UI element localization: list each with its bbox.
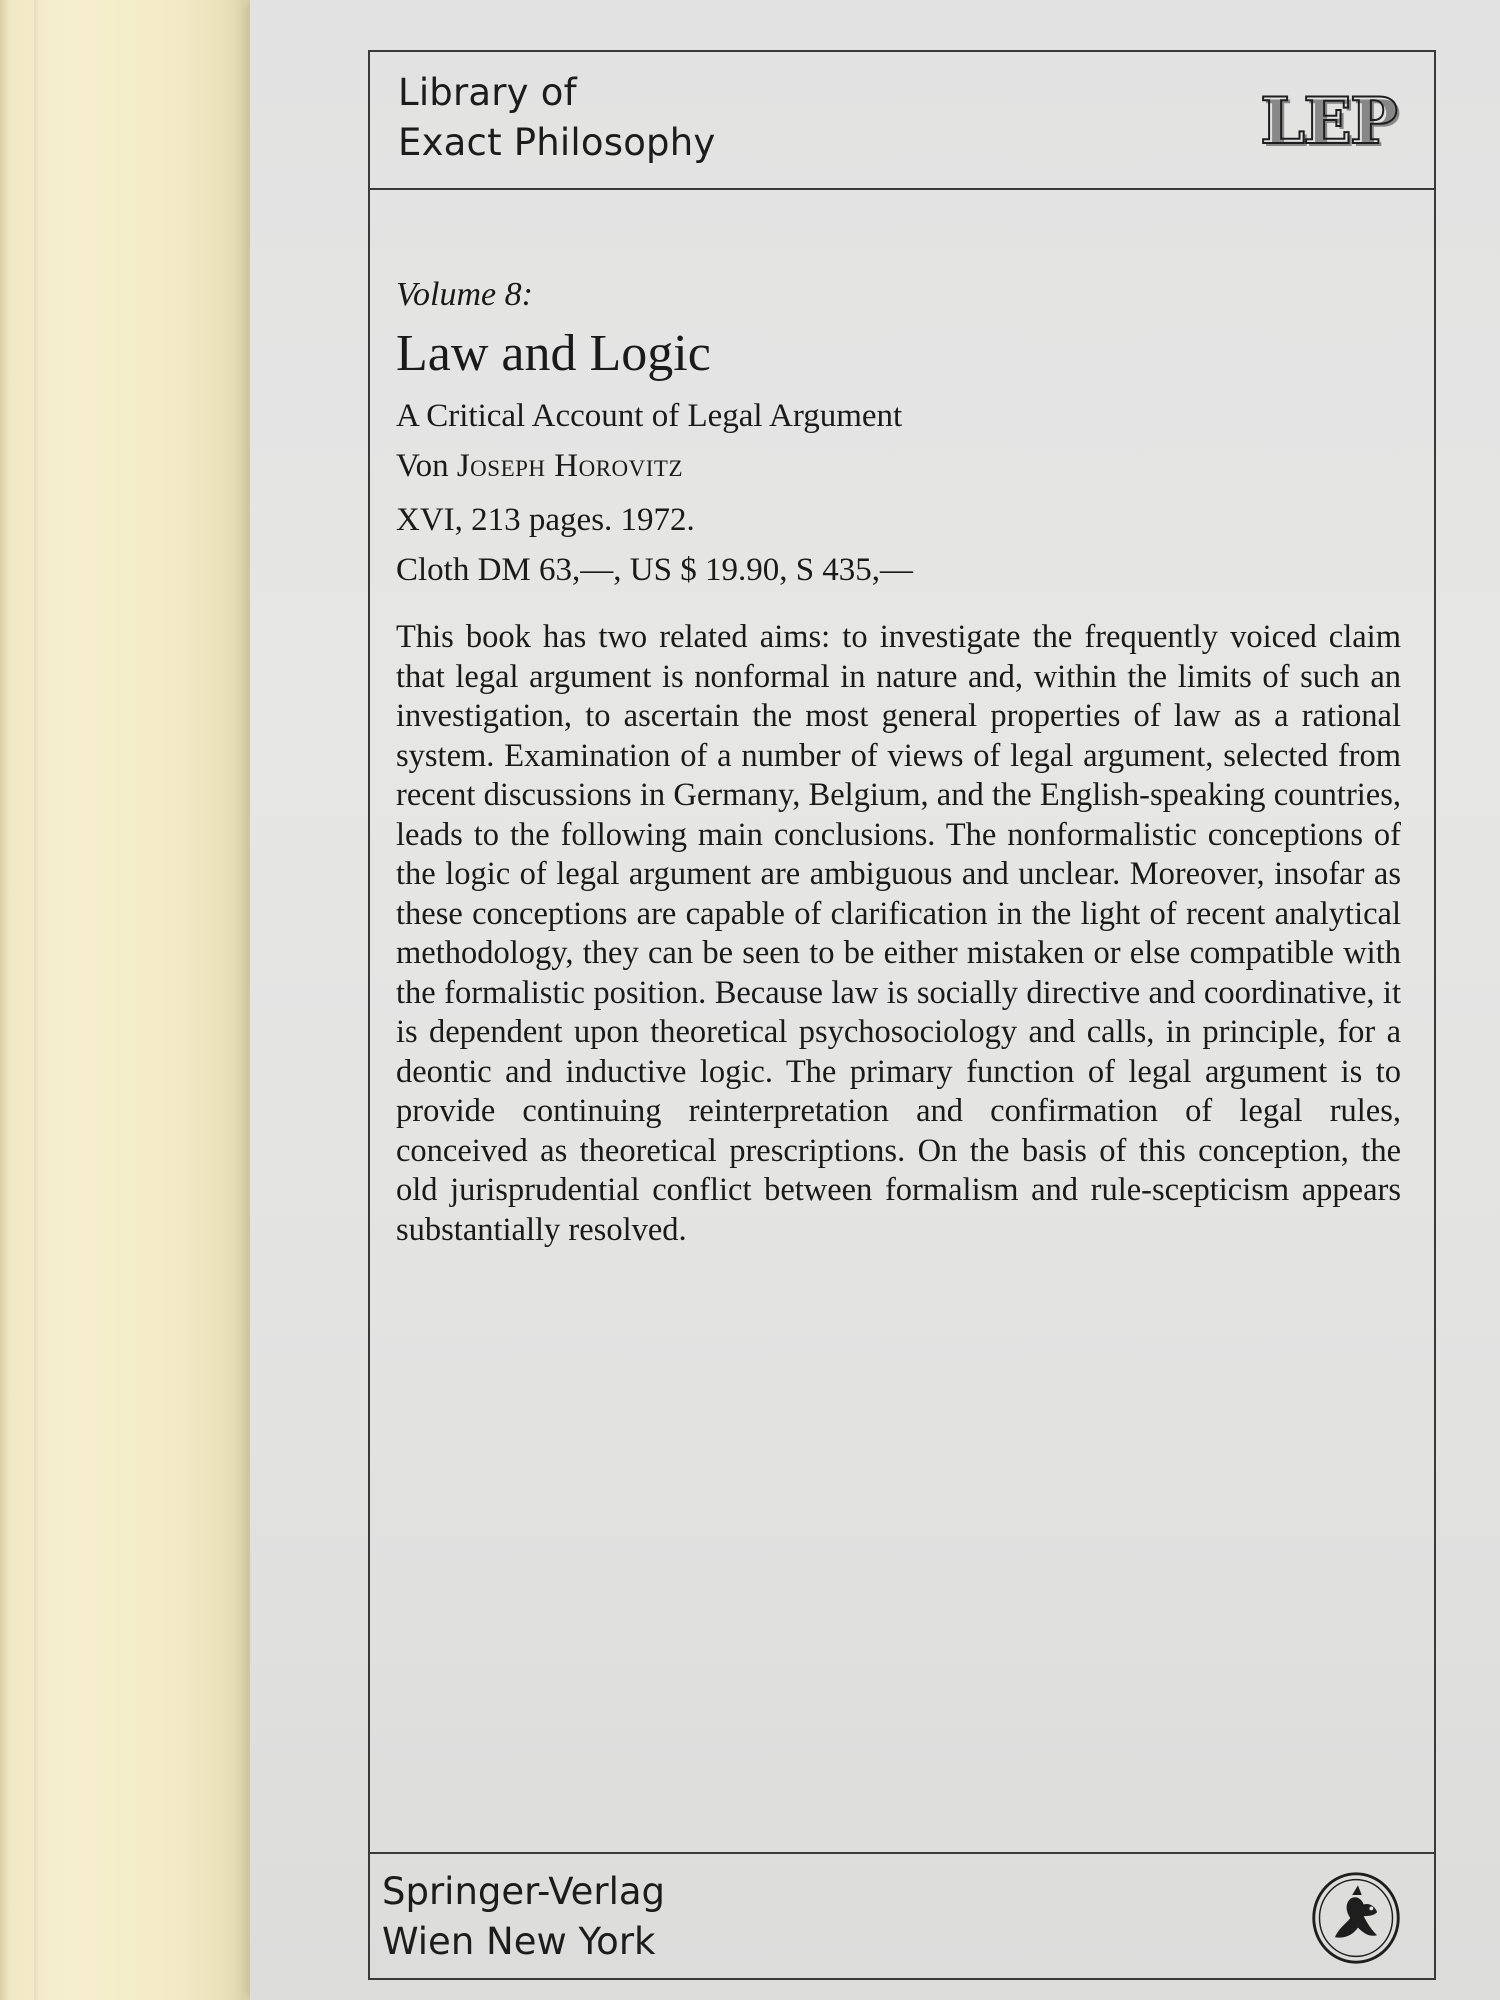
- footer-divider: [370, 1852, 1434, 1854]
- advertisement-frame: [368, 50, 1436, 1980]
- publisher-name: Springer-Verlag: [382, 1870, 666, 1913]
- book-title: Law and Logic: [396, 325, 711, 382]
- book-author: [396, 444, 1401, 488]
- series-name-line-2: Exact Philosophy: [398, 121, 716, 164]
- volume-number: Volume 8:: [396, 276, 533, 313]
- book-subtitle: A Critical Account of Legal Argument: [396, 398, 903, 434]
- springer-knight-emblem-icon: [1308, 1870, 1404, 1966]
- inside-cover-endpaper: [0, 0, 250, 2000]
- header-divider: [370, 188, 1434, 190]
- publisher-cities: Wien New York: [382, 1920, 656, 1963]
- publisher-imprint: [382, 1867, 665, 1967]
- page-count: XVI, 213 pages. 1972.: [396, 502, 695, 538]
- series-name: [398, 68, 715, 168]
- lep-logo: LEP: [1260, 84, 1396, 159]
- book-entry: [396, 274, 1401, 1283]
- author-prefix: Von: [396, 448, 449, 484]
- book-description: This book has two related aims: to investigate the frequently voiced claim that legal argument is nonformal in nature and, within the limits of such an investigation, to ascertain the most general properties of law as a rational system. Examination of a number of views of legal argument, selected from recent discussions in Germany, Belgium, and the English-speaking countries, leads to the following main conclusions. The nonformalistic conceptions of the logic of legal argument are ambiguous and unclear. Moreover, insofar as these conceptions are capable of clarification in the light of recent analytical methodology, they can be seen to be either mistaken or else compatible with the formalistic position. Because law is socially directive and coordinative, it is dependent upon theoretical psychosociology and calls, in principle, for a deontic and inductive logic. The primary function of legal argument is to provide continuing reinterpretation and confirmation of legal rules, conceived as theoretical prescriptions. On the basis of this conception, the old jurisprudential conflict between formalism and rule-scepticism appears substantially resolved.: [396, 619, 1401, 1248]
- series-name-line-1: Library of: [398, 71, 577, 114]
- author-name: Joseph Horovitz: [456, 448, 684, 484]
- book-price: Cloth DM 63,—, US $ 19.90, S 435,—: [396, 552, 914, 588]
